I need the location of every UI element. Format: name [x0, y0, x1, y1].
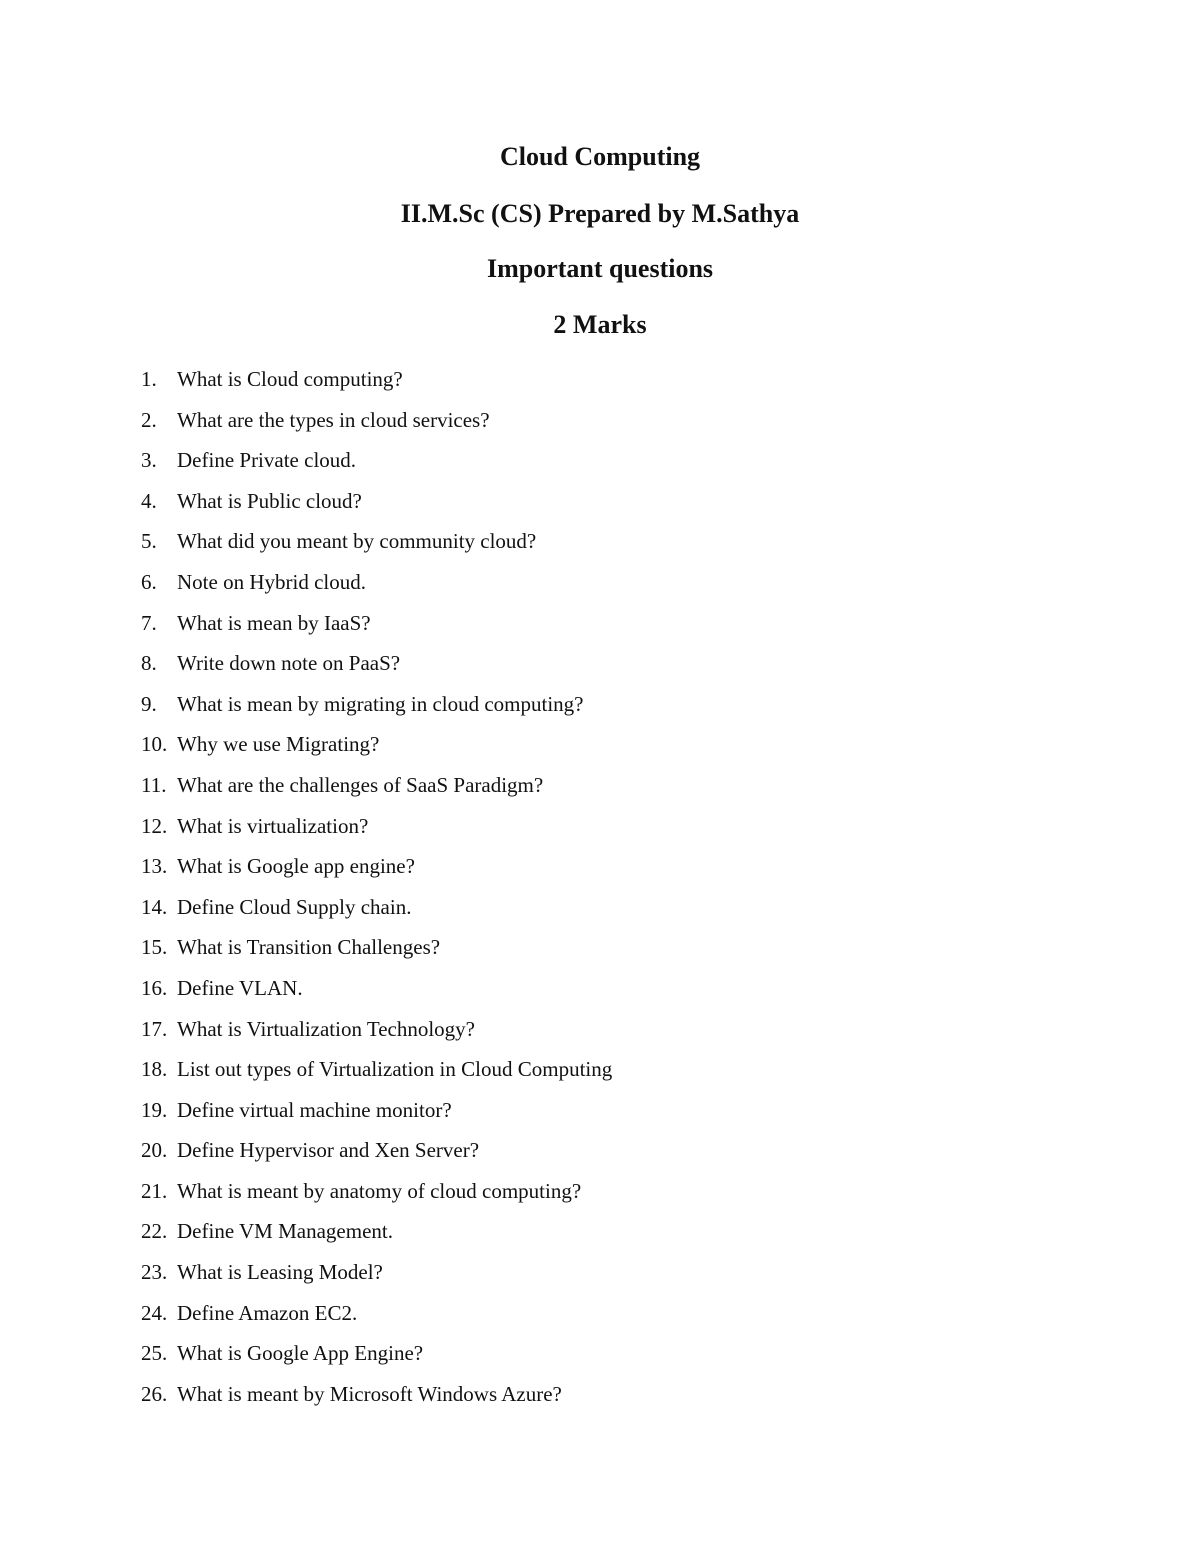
document-title: Cloud Computing: [499, 142, 701, 171]
question-item: [141, 973, 1141, 1014]
question-text: What is mean by IaaS?: [177, 610, 371, 635]
question-number: 10.: [141, 732, 168, 757]
question-text: Define Hypervisor and Xen Server?: [177, 1138, 480, 1163]
question-number: 7.: [141, 610, 157, 635]
document-subtitle: II.M.Sc (CS) Prepared by M.Sathya: [400, 199, 800, 228]
question-item: [141, 1095, 1141, 1136]
question-text: What is mean by migrating in cloud computing?: [177, 691, 584, 716]
question-number: 1.: [141, 367, 157, 391]
question-text: What are the challenges of SaaS Paradigm?: [177, 772, 544, 797]
question-number: 13.: [141, 854, 168, 879]
question-text: Define Amazon EC2.: [177, 1300, 358, 1325]
question-number: 9.: [141, 691, 157, 716]
question-number: 2.: [141, 407, 157, 432]
question-number: 19.: [141, 1097, 168, 1122]
question-item: [141, 364, 1141, 405]
question-number: 23.: [141, 1260, 168, 1285]
question-text: What is Leasing Model?: [177, 1260, 383, 1285]
question-text: What is Public cloud?: [177, 488, 362, 513]
question-text: Write down note on PaaS?: [177, 651, 401, 676]
question-text: What is Cloud computing?: [177, 367, 403, 391]
question-number: 22.: [141, 1219, 168, 1244]
question-text: Define Cloud Supply chain.: [177, 894, 412, 919]
question-item: [141, 405, 1141, 446]
question-text: What are the types in cloud services?: [177, 407, 490, 432]
question-number: 21.: [141, 1178, 168, 1203]
question-text: Note on Hybrid cloud.: [177, 569, 366, 594]
question-item: [141, 1014, 1141, 1055]
question-text: What is meant by anatomy of cloud computing?: [177, 1178, 582, 1203]
question-item: [141, 1216, 1141, 1257]
question-item: [141, 932, 1141, 973]
question-item: [141, 526, 1141, 567]
question-number: 5.: [141, 529, 157, 554]
question-number: 20.: [141, 1138, 168, 1163]
question-text: Why we use Migrating?: [177, 732, 380, 757]
question-item: [141, 770, 1141, 811]
question-number: 12.: [141, 813, 168, 838]
question-item: [141, 608, 1141, 649]
question-text: Define VLAN.: [177, 975, 303, 1000]
question-number: 24.: [141, 1300, 168, 1325]
question-item: [141, 1176, 1141, 1217]
question-number: 17.: [141, 1016, 168, 1041]
question-item: [141, 1054, 1141, 1095]
question-number: 6.: [141, 569, 157, 594]
question-text: List out types of Virtualization in Cloud Computing: [177, 1057, 613, 1082]
question-item: [141, 567, 1141, 608]
question-item: [141, 1298, 1141, 1339]
question-item: [141, 851, 1141, 892]
question-number: 18.: [141, 1057, 168, 1082]
question-text: Define Private cloud.: [177, 448, 357, 473]
question-number: 11.: [141, 772, 167, 797]
question-number: 16.: [141, 975, 168, 1000]
question-item: [141, 689, 1141, 730]
question-number: 8.: [141, 651, 157, 676]
question-number: 14.: [141, 894, 168, 919]
question-item: [141, 1257, 1141, 1298]
question-number: 25.: [141, 1341, 168, 1366]
question-text: What is virtualization?: [177, 813, 369, 838]
question-number: 4.: [141, 488, 157, 513]
section-heading: Important questions: [486, 254, 714, 283]
question-text: What did you meant by community cloud?: [177, 529, 537, 554]
question-item: [141, 892, 1141, 933]
question-text: What is Transition Challenges?: [177, 935, 441, 960]
marks-heading: 2 Marks: [553, 310, 647, 339]
question-item: [141, 811, 1141, 852]
question-text: What is meant by Microsoft Windows Azure?: [177, 1381, 562, 1406]
question-text: Define virtual machine monitor?: [177, 1097, 452, 1122]
question-number: 15.: [141, 935, 168, 960]
question-item: [141, 1379, 1141, 1420]
question-number: 26.: [141, 1381, 168, 1406]
question-item: [141, 486, 1141, 527]
question-text: Define VM Management.: [177, 1219, 393, 1244]
question-text: What is Virtualization Technology?: [177, 1016, 475, 1041]
question-number: 3.: [141, 448, 157, 473]
question-text: What is Google app engine?: [177, 854, 415, 879]
question-item: [141, 1135, 1141, 1176]
question-text: What is Google App Engine?: [177, 1341, 424, 1366]
question-item: [141, 1338, 1141, 1379]
question-list: [141, 364, 1141, 1419]
question-item: [141, 648, 1141, 689]
question-item: [141, 729, 1141, 770]
question-item: [141, 445, 1141, 486]
